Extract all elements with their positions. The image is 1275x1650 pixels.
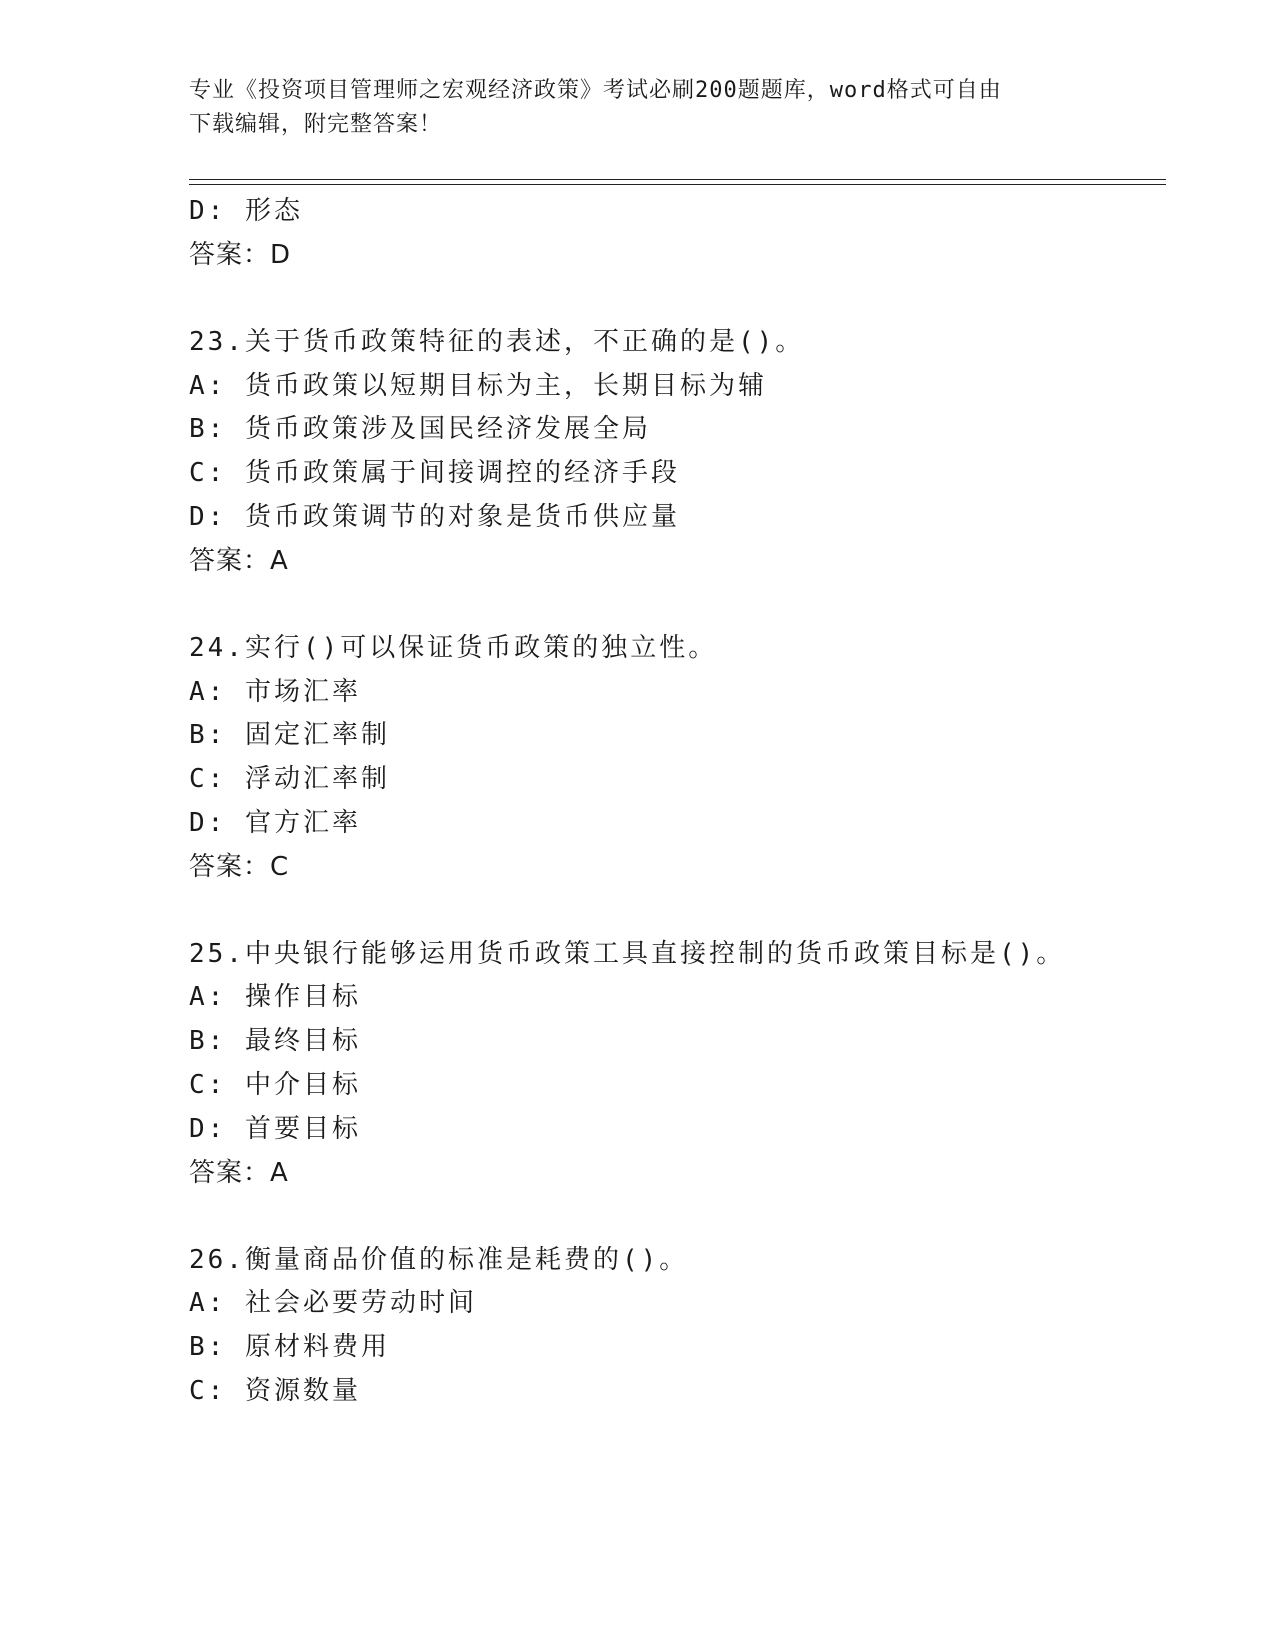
question-23-option-a: A: 货币政策以短期目标为主，长期目标为辅 <box>189 371 767 401</box>
question-23-stem: 23.关于货币政策特征的表述，不正确的是()。 <box>189 327 805 357</box>
header-rule-top <box>189 179 1166 180</box>
question-26-stem: 26.衡量商品价值的标准是耗费的()。 <box>189 1245 689 1275</box>
question-26-option-a: A: 社会必要劳动时间 <box>189 1288 477 1318</box>
question-25-stem: 25.中央银行能够运用货币政策工具直接控制的货币政策目标是()。 <box>189 939 1066 969</box>
question-25-option-a: A: 操作目标 <box>189 982 361 1012</box>
question-26-option-c: C: 资源数量 <box>189 1376 361 1406</box>
question-23-option-d: D: 货币政策调节的对象是货币供应量 <box>189 502 680 532</box>
header-line-2: 下载编辑，附完整答案！ <box>189 112 443 137</box>
option-d: D: 形态 <box>189 196 303 226</box>
question-23-option-b: B: 货币政策涉及国民经济发展全局 <box>189 414 651 444</box>
question-26-option-b: B: 原材料费用 <box>189 1332 390 1362</box>
question-23-option-c: C: 货币政策属于间接调控的经济手段 <box>189 458 680 488</box>
question-25-option-d: D: 首要目标 <box>189 1114 361 1144</box>
question-25-answer: 答案：A <box>189 1158 289 1188</box>
header-rule-bottom <box>189 184 1166 185</box>
question-25-option-b: B: 最终目标 <box>189 1026 361 1056</box>
question-24-option-d: D: 官方汇率 <box>189 808 361 838</box>
question-24-option-a: A: 市场汇率 <box>189 677 361 707</box>
question-23-answer: 答案：A <box>189 546 289 576</box>
answer-line: 答案：D <box>189 240 292 270</box>
question-24-answer: 答案：C <box>189 852 290 882</box>
header-line-1: 专业《投资项目管理师之宏观经济政策》考试必刷200题题库，word格式可自由 <box>189 78 1002 103</box>
document-header <box>189 74 1089 142</box>
question-24-option-c: C: 浮动汇率制 <box>189 764 390 794</box>
question-25-option-c: C: 中介目标 <box>189 1070 361 1100</box>
question-24-option-b: B: 固定汇率制 <box>189 720 390 750</box>
question-24-stem: 24.实行()可以保证货币政策的独立性。 <box>189 633 718 663</box>
